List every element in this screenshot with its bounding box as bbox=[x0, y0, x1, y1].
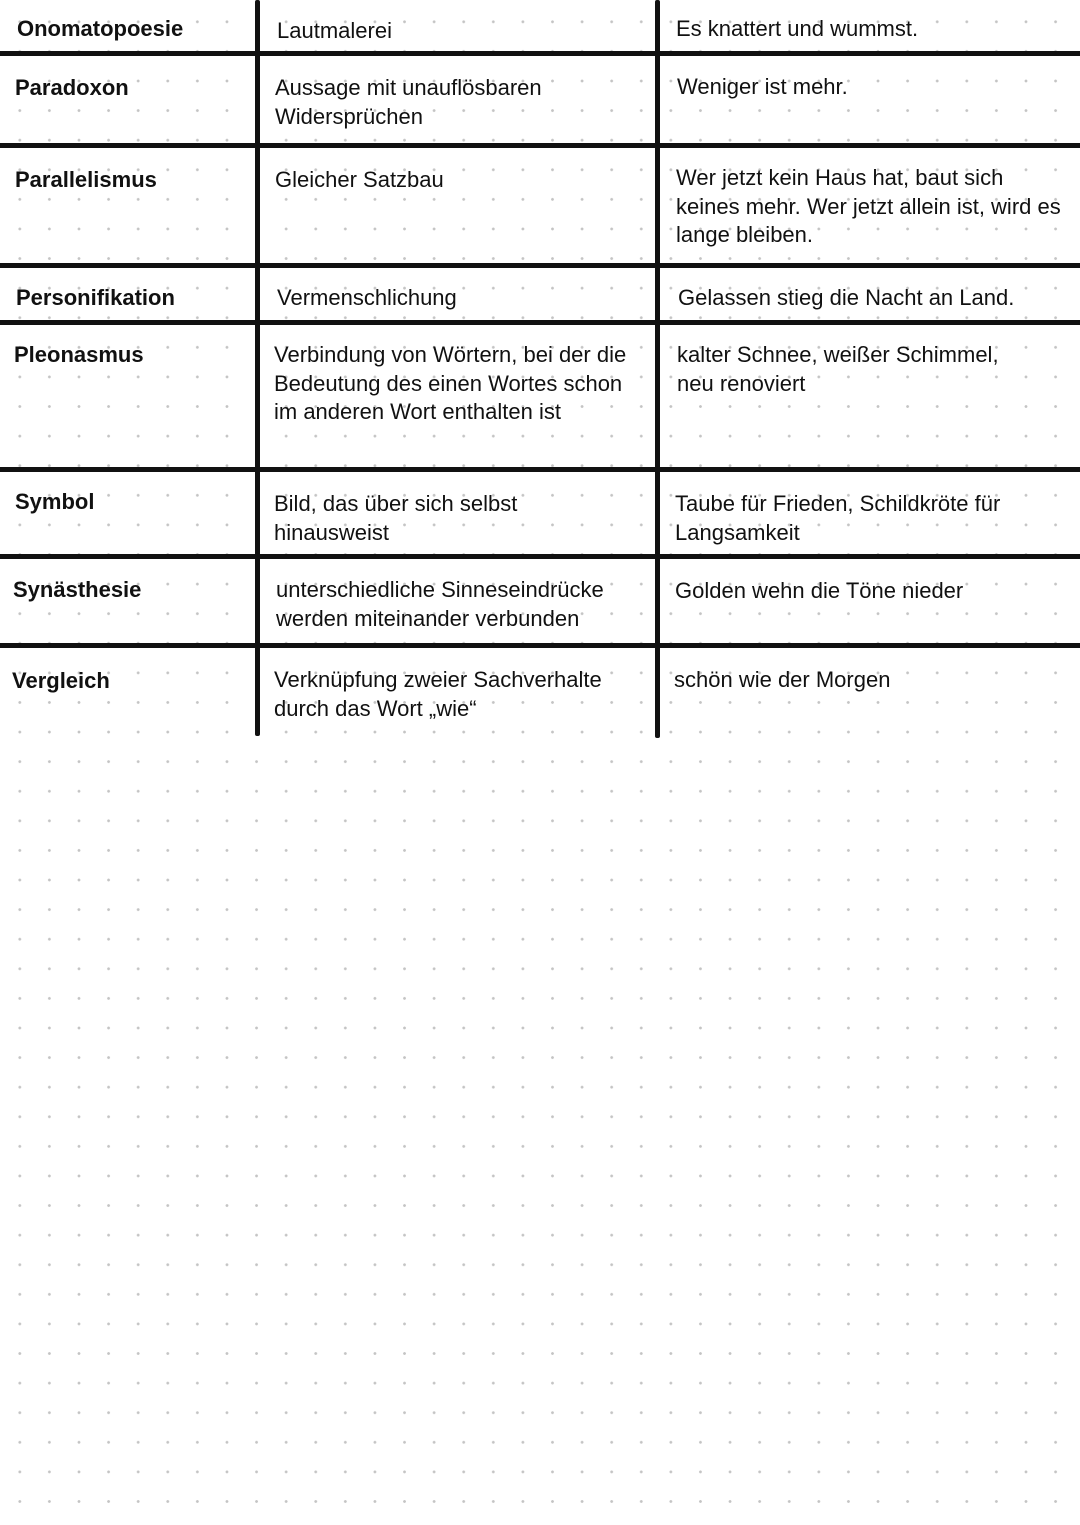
row-divider bbox=[0, 51, 1080, 56]
term: Synästhesie bbox=[13, 577, 142, 602]
definition: Lautmalerei bbox=[277, 18, 392, 43]
term: Paradoxon bbox=[15, 75, 129, 100]
example: Weniger ist mehr. bbox=[677, 74, 848, 99]
term: Parallelismus bbox=[15, 167, 157, 192]
row-divider bbox=[0, 554, 1080, 559]
example: Gelassen stieg die Nacht an Land. bbox=[678, 285, 1015, 310]
example: Taube für Frieden, Schildkröte für Langsamkeit bbox=[675, 491, 1001, 545]
column-divider bbox=[655, 0, 660, 738]
definition: Verbindung von Wörtern, bei der die Bedeutung des einen Wortes schon im anderen Wort enthalten ist bbox=[274, 342, 627, 424]
example: Wer jetzt kein Haus hat, baut sich keines mehr. Wer jetzt allein ist, wird es lange bleiben. bbox=[676, 165, 1061, 247]
term: Personifikation bbox=[16, 285, 175, 310]
row-divider bbox=[0, 467, 1080, 472]
example: Golden wehn die Töne nieder bbox=[675, 578, 964, 603]
definition: Vermenschlichung bbox=[277, 285, 457, 310]
row-divider bbox=[0, 643, 1080, 648]
definition: Gleicher Satzbau bbox=[275, 167, 444, 192]
term: Pleonasmus bbox=[14, 342, 144, 367]
example: schön wie der Morgen bbox=[674, 667, 891, 692]
example: Es knattert und wummst. bbox=[676, 16, 919, 41]
definition: Aussage mit unauflösbaren Widersprüchen bbox=[275, 75, 542, 129]
definition: unterschiedliche Sinneseindrücke werden miteinander verbunden bbox=[276, 577, 604, 631]
row-divider bbox=[0, 263, 1080, 268]
definition: Bild, das über sich selbst hinausweist bbox=[274, 491, 518, 545]
row-divider bbox=[0, 143, 1080, 148]
example: kalter Schnee, weißer Schimmel, neu renoviert bbox=[677, 342, 999, 396]
column-divider bbox=[255, 0, 260, 736]
definition: Verknüpfung zweier Sachverhalte durch das Wort „wie“ bbox=[274, 667, 602, 721]
term: Onomatopoesie bbox=[17, 16, 184, 41]
row-divider bbox=[0, 320, 1080, 325]
term: Symbol bbox=[15, 489, 95, 514]
term: Vergleich bbox=[12, 668, 110, 693]
